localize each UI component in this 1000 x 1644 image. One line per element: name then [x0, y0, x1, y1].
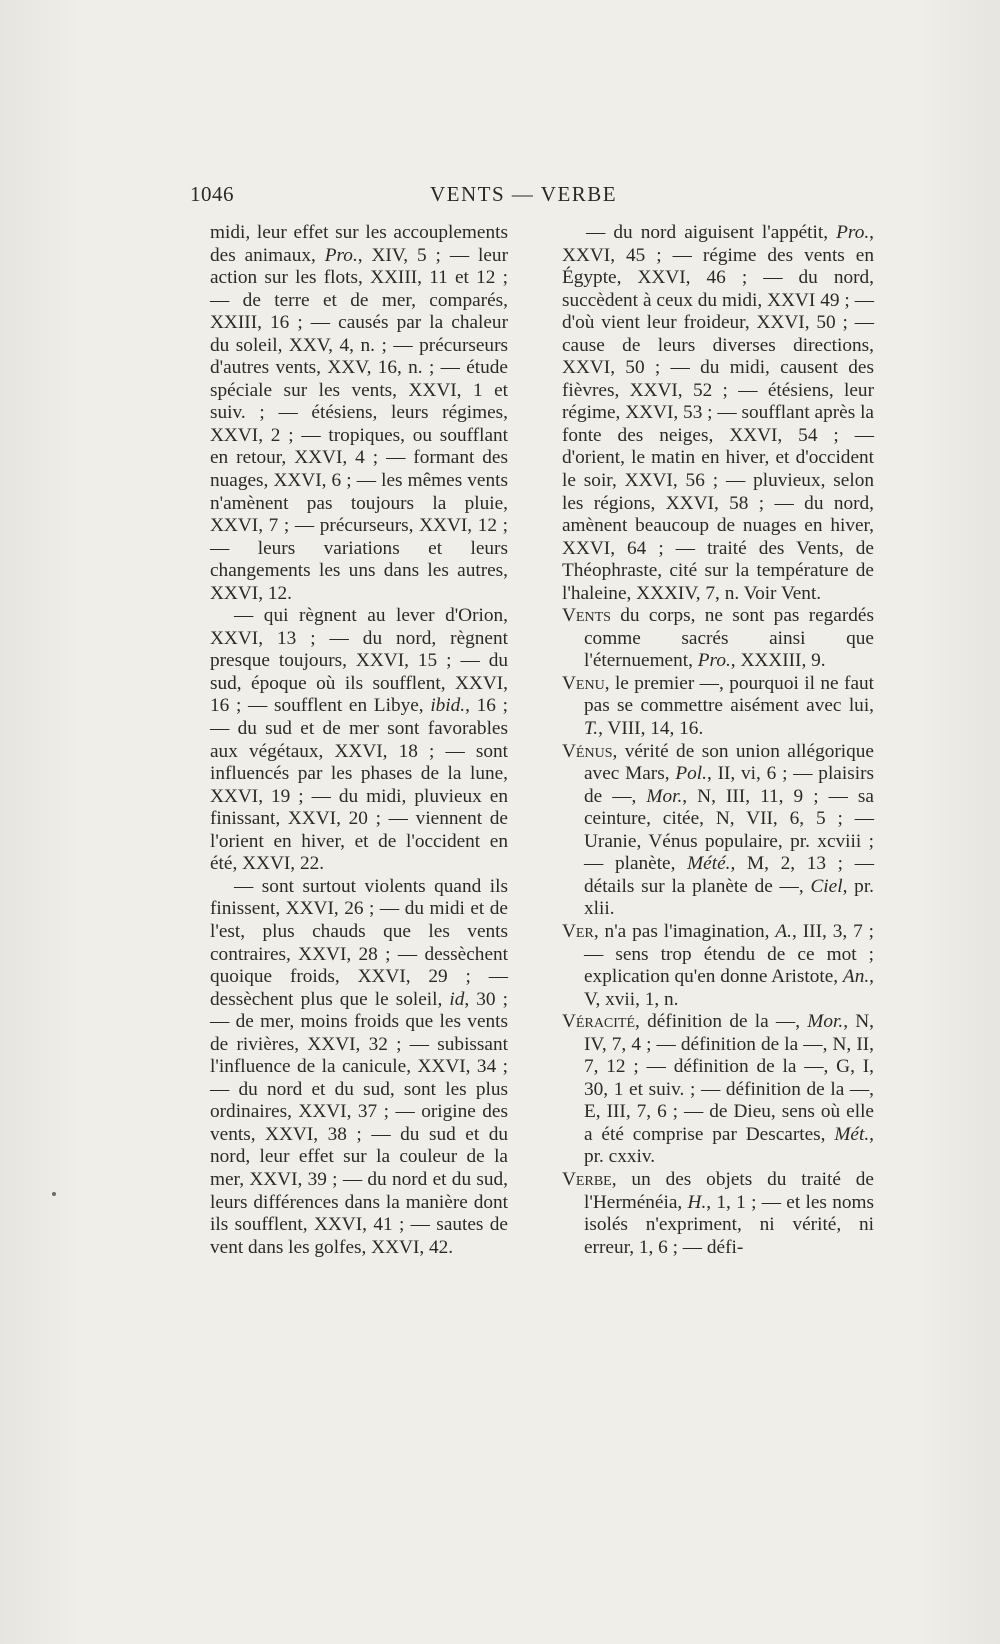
entry-paragraph: — qui règnent au lever d'Orion, XXVI, 13 ; — du nord, règnent presque toujours, XXVI, 15 ; — du sud, époque où ils soufflent, XXVI, 16 ; — soufflent en Libye, ibid., 16 ; — du sud et de mer sont favorables aux végétaux, XXVI, 18 ; — sont influencés par les phases de la lune, XXVI, 19 ; — du midi, pluvieux en finissant, XXVI, 20 ; — viennent de l'orient en hiver, et de l'occident en été, XXVI, 22.	[210, 605, 508, 875]
entry-paragraph: — sont surtout violents quand ils finissent, XXVI, 26 ; — du midi et de l'est, plus chauds que les vents contraires, XXVI, 28 ; — dessèchent quoique froids, XXVI, 29 ; — dessèchent plus que le soleil, id, 30 ; — de mer, moins froids que les vents de rivières, XXVI, 32 ; — subissant l'influence de la canicule, XXVI, 34 ; — du nord et du sud, sont les plus ordinaires, XXVI, 37 ; — origine des vents, XXVI, 38 ; — du sud et du nord, leur effet sur la couleur de la mer, XXVI, 39 ; — du nord et du sud, leurs différences dans la manière dont ils soufflent, XXVI, 41 ; — sautes de vent dans les golfes, XXVI, 42.	[210, 875, 508, 1258]
headword: Ver	[562, 920, 594, 942]
index-entry-ver: Ver, n'a pas l'imagination, A., III, 3, 7 ; — sens trop étendu de ce mot ; explication qu'en donne Aristote, An., V, xvii, 1, n.	[562, 920, 874, 1010]
entry-paragraph: midi, leur effet sur les accouplements des animaux, Pro., XIV, 5 ; — leur action sur les flots, XXIII, 11 et 12 ; — de terre et de mer, comparés, XXIII, 16 ; — causés par la chaleur du soleil, XXV, 4, n. ; — précurseurs d'autres vents, XXV, 16, n. ; — étude spéciale sur les vents, XXVI, 1 et suiv. ; — étésiens, leurs régimes, XXVI, 2 ; — tropiques, ou soufflant en retour, XXVI, 4 ; — formant des nuages, XXVI, 6 ; — les mêmes vents n'amènent pas toujours la pluie, XXVI, 7 ; — précurseurs, XXVI, 12 ; — leurs variations et leurs changements les uns dans les autres, XXVI, 12.	[210, 222, 508, 604]
headword: Vénus	[562, 740, 613, 762]
entry-paragraph: — du nord aiguisent l'appétit, Pro., XXVI, 45 ; — régime des vents en Égypte, XXVI, 46 ; — du nord, succèdent à ceux du midi, XXVI 49 ; — d'où vient leur froideur, XXVI, 50 ; — cause de leurs diverses directions, XXVI, 50 ; — du midi, causent des fièvres, XXVI, 52 ; — étésiens, leur régime, XXVI, 53 ; — soufflant après la fonte des neiges, XXVI, 54 ; — d'orient, le matin en hiver, et d'occident le soir, XXVI, 56 ; — pluvieux, selon les régions, XXVI, 58 ; — du nord, amènent beaucoup de nuages en hiver, XXVI, 64 ; — traité des Vents, de Théophraste, cité sur la température de l'haleine, XXXIV, 7, n. Voir Vent.	[562, 222, 874, 604]
right-column	[562, 222, 874, 1259]
index-entry-vents: Vents du corps, ne sont pas regardés comme sacrés ainsi que l'éternuement, Pro., XXXIII, 9.	[562, 605, 874, 672]
index-entry-verbe: Verbe, un des objets du traité de l'Herménéia, H., 1, 1 ; — et les noms isolés n'expriment, ni vérité, ni erreur, 1, 6 ; — défi-	[562, 1168, 875, 1258]
headword: Verbe	[562, 1168, 612, 1190]
index-entry-venus: Vénus, vérité de son union allégorique avec Mars, Pol., II, vi, 6 ; — plaisirs de —, Mor., N, III, 11, 9 ; — sa ceinture, citée, N, VII, 6, 5 ; — Uranie, Vénus populaire, pr. xcviii ; — planète, Mété., M, 2, 13 ; — détails sur la planète de —, Ciel, pr. xlii.	[562, 740, 875, 920]
running-title: VENTS — VERBE	[430, 182, 618, 206]
left-column	[210, 222, 508, 1259]
headword: Véracité	[562, 1011, 636, 1033]
headword: Venu	[562, 672, 605, 694]
page-number: 1046	[190, 182, 234, 206]
margin-speck	[52, 1192, 56, 1196]
index-entry-veracite: Véracité, définition de la —, Mor., N, IV, 7, 4 ; — définition de la —, N, II, 7, 12 ; — définition de la —, G, I, 30, 1 et suiv. ; — définition de la —, E, III, 7, 6 ; — de Dieu, sens où elle a été comprise par Descartes, Mét., pr. cxxiv.	[562, 1011, 875, 1168]
page-header	[190, 182, 830, 212]
headword: Vents	[562, 605, 611, 627]
index-entry-venu: Venu, le premier —, pourquoi il ne faut pas se commettre aisément avec lui, T., VIII, 14, 16.	[562, 672, 874, 740]
